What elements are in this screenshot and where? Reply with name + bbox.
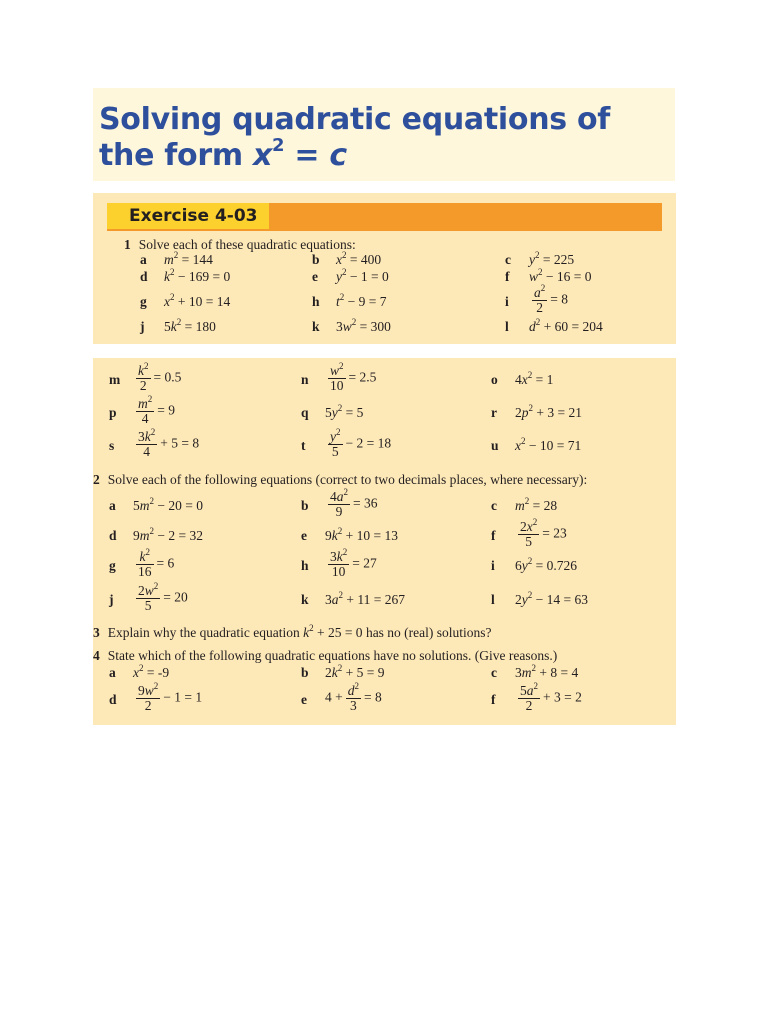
exercise-panel-top: Exercise 4-03 1 Solve each of these quadratic equations: a $m^2 = 144$ b $x^2 = 400$ c $y^2 = 225$ d $k^2 - 169 = 0$ e $y^2 - 1 = 0$ f $w^2 - 16 = 0$ g $x^2 + 10 = 14$ h $t^2 - 9 = 7$ i $\frac{a^2}{2}$ = 8 j $5k^2 = 180$ k $3w^2 = 300$ l $d^2 + 60 = 204$ <box>93 193 676 344</box>
question-2-heading: 2 Solve each of the following equations (correct to two decimals places, where necessary): <box>93 472 588 487</box>
exercise-rule <box>107 229 662 231</box>
exercise-label: Exercise 4-03 <box>107 203 269 229</box>
exercise-panel-bottom: m $\frac{k^2}{2}$ = 0.5 n $\frac{w^2}{10}$ = 2.5 o $4x^2 = 1$ p $\frac{m^2}{4}$ = 9 q $5y^2 = 5$ r $2p^2 + 3 = 21$ s $\frac{3k^2}{4}$ + 5 = 8 t $\frac{y^2}{5}$ − 2 = 18 u $x^2 - 10 = 71$ 2 Solve each of the following equations (correct to two decimals places, where necessary): a $5m^2 - 20 = 0$ b $\frac{4a^2}{9}$ = 36 c $m^2 = 28$ d $9m^2 - 2 = 32$ e $9k^2 + 10 = 13$ f $\frac{2x^2}{5}$ = 23 g $\frac{k^2}{16}$ = 6 h $\frac{3k^2}{10}$ = 27 i $6y^2 = 0.726$ j $\frac{2w^2}{5}$ = 20 k $3a^2 + 11 = 267$ l $2y^2 - 14 = 63$ 3 Explain why the quadratic equation $k^2 + 25 = 0$ has no (real) solutions? 4 State which of the following quadratic equations have no solutions. (Give reasons.) a $x^2 = -9$ b $2k^2 + 5 = 9$ c $3m^2 + 8 = 4$ d $\frac{9w^2}{2}$ − 1 = 1 e 4 + $\frac{d^2}{3}$ = 8 f $\frac{5a^2}{2}$ + 3 = 2 <box>93 358 676 725</box>
page-title <box>99 102 610 174</box>
question-4-heading: 4 State which of the following quadratic equations have no solutions. (Give reasons.) <box>93 648 558 663</box>
title-line-1: Solving quadratic equations of <box>99 102 611 137</box>
question-1-heading: 1 Solve each of these quadratic equations: <box>124 237 356 252</box>
title-line-2: the form $x^2 = c$ <box>99 135 347 173</box>
title-box <box>93 88 675 181</box>
question-3-heading: 3 Explain why the quadratic equation $k^2 + 25 = 0$ has no (real) solutions? <box>93 623 492 640</box>
exercise-header <box>107 203 662 229</box>
